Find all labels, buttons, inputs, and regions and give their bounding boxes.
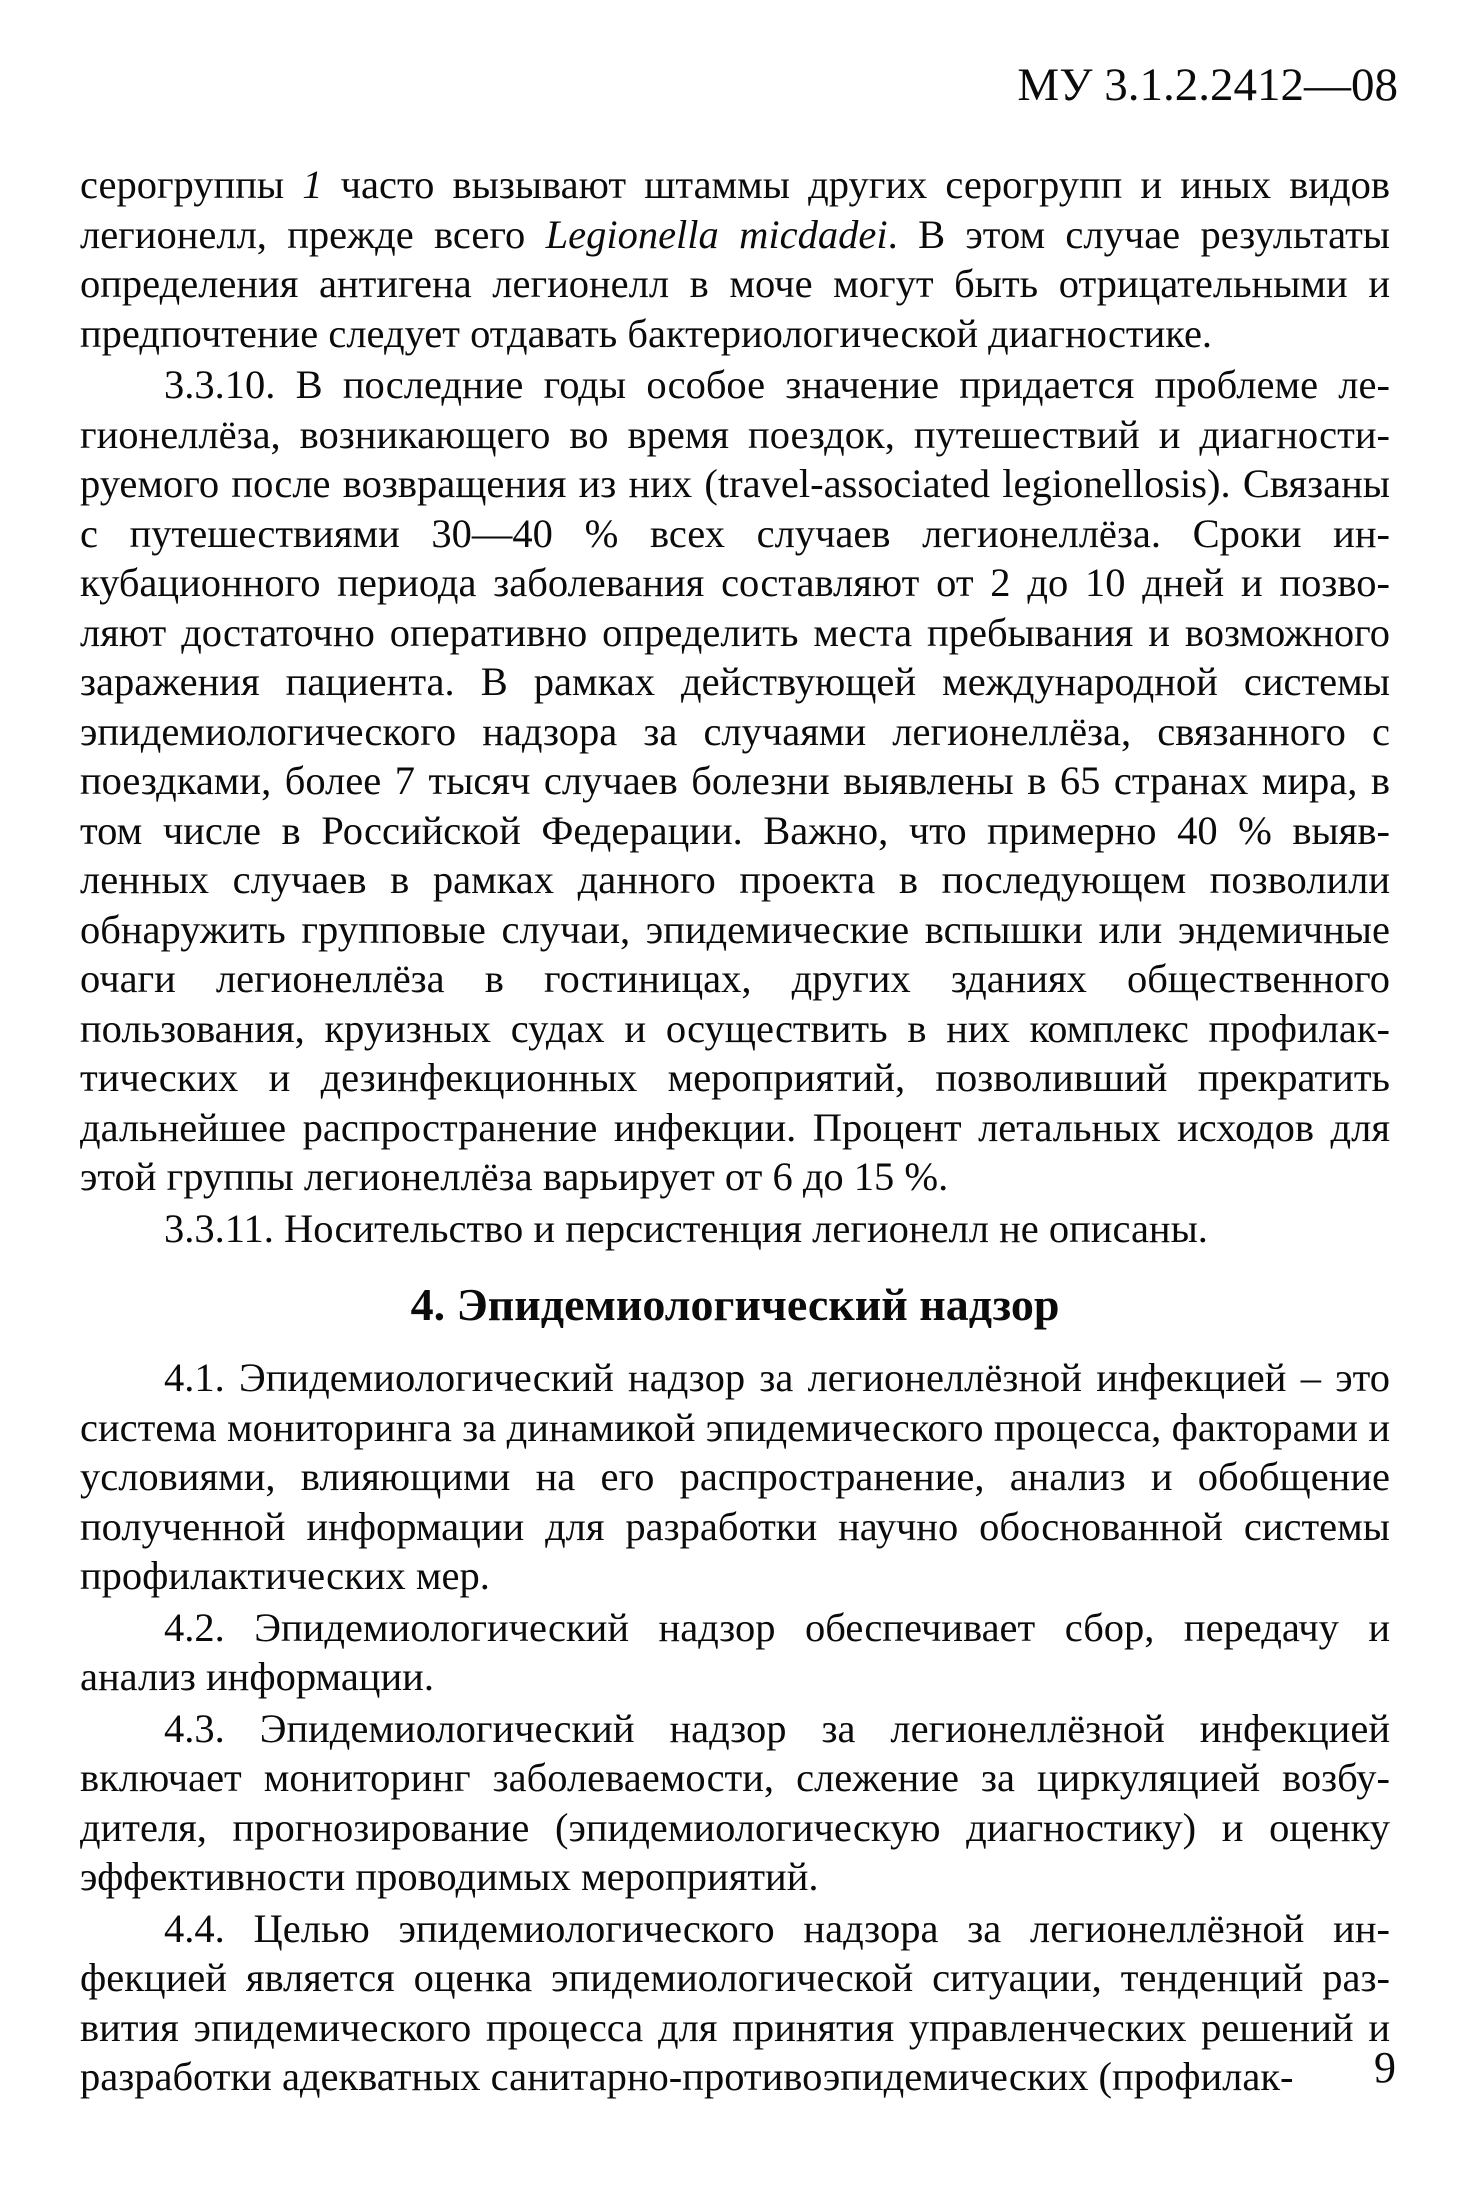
paragraph-3-3-10: 3.3.10. В последние годы особое значение придается проблеме легионеллёза, возникающего во время поездок, путешествий и диагностируемого после возвращения из них (travel-associated legionellosis). Связаны с путешествиями 30—40 % всех случаев легионеллёза. Сроки инкубационного периода заболевания составляют от 2 до 10 дней и позволяют достаточно оперативно определить места пребывания и возможного заражения пациента. В рамках действующей международной системы эпидемиологического надзора за случаями легионеллёза, связанного с поездками, более 7 тысяч случаев болезни выявлены в 65 странах мира, в том числе в Российской Федерации. Важно, что примерно 40 % выявленных случаев в рамках данного проекта в последующем позволили обнаружить групповые случаи, эпидемические вспышки или эндемичные очаги легионеллёза в гостиницах, других зданиях общественного пользования, круизных судах и осуществить в них комплекс профилактических и дезинфекционных мероприятий, позволивший прекратить дальнейшее распространение инфекции. Процент летальных исходов для этой группы легионеллёза варьирует от 6 до 15 %. [80, 362, 1390, 1199]
text-body [80, 160, 1390, 2102]
text-run: . В этом случае результаты определения антигена легионелл в моче могут быть отрицательными и предпочтение следует отдавать бактериологической диагностике. [80, 211, 1391, 356]
paragraph-serogroups [80, 160, 1390, 358]
page-number: 9 [1374, 2043, 1396, 2092]
text-run: часто вызывают штаммы других серогрупп и иных видов легионелл, прежде всего [80, 162, 1390, 257]
paragraph-3-3-11: 3.3.11. Носительство и персистенция легионелл не описаны. [164, 1205, 1208, 1251]
paragraph-4-2: 4.2. Эпидемиологический надзор обеспечивает сбор, передачу и анализ информации. [80, 1604, 1390, 1699]
paragraph-4-3: 4.3. Эпидемиологический надзор за легионеллёзной инфекцией включает мониторинг заболеваемости, слежение за циркуляцией возбудителя, прогнозирование (эпидемиологическую диагностику) и оценку эффективности проводимых мероприятий. [80, 1705, 1390, 1899]
species-name: Legionella micdadei [545, 211, 888, 257]
serogroup-number: 1 [302, 162, 323, 207]
paragraph-4-1: 4.1. Эпидемиологический надзор за легионеллёзной инфекцией – это система мониторинга за динамикой эпидемического процесса, факторами и условиями, влияющими на его распространение, анализ и обобщение полученной информации для разработки научно обоснованной системы профилактических мер. [80, 1355, 1390, 1598]
document-code: МУ 3.1.2.2412—08 [1017, 59, 1398, 111]
paragraph-4-4: 4.4. Целью эпидемиологического надзора за легионеллёзной инфекцией является оценка эпидемиологической ситуации, тенденций развития эпидемического процесса для принятия управленческих решений и разработки адекватных санитарно-противоэпидемических (профилак- [80, 1905, 1390, 2099]
section-title: 4. Эпидемиологический надзор [410, 1279, 1060, 1330]
text-run: серогруппы [80, 162, 303, 207]
